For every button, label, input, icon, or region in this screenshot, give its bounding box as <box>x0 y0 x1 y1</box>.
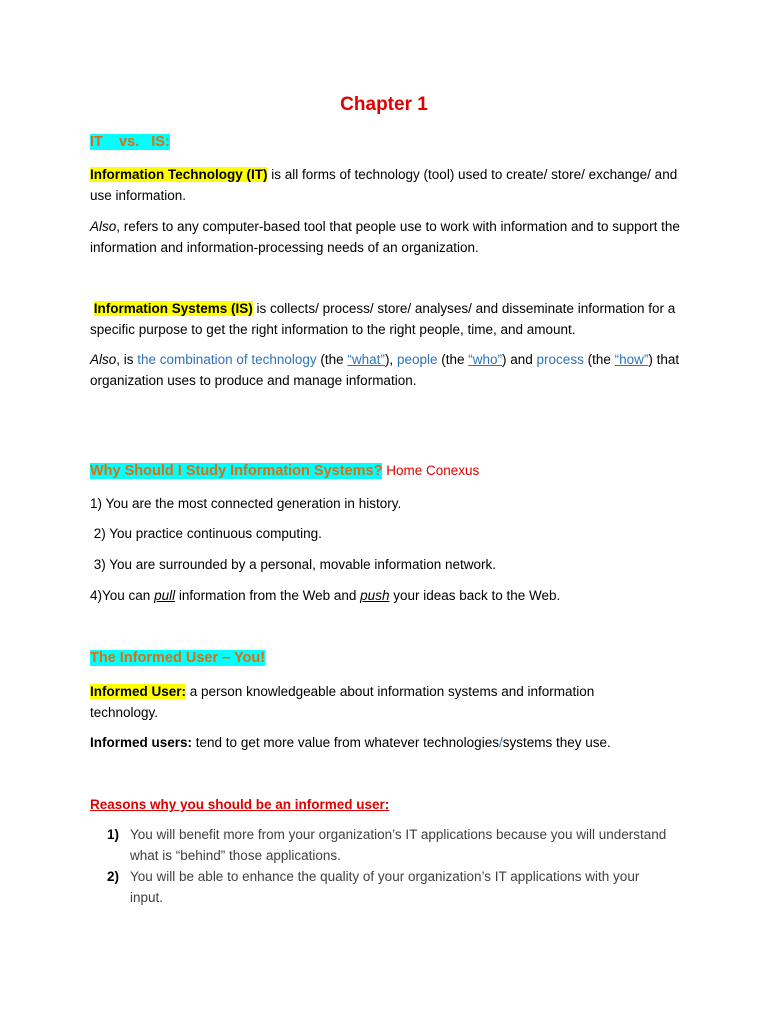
reasons-heading: Reasons why you should be an informed user: <box>90 797 390 812</box>
informed-users-paragraph <box>90 732 690 753</box>
it-definition-text: is all forms of technology (tool) used to create/ store/ exchange/ and use information. <box>90 167 678 203</box>
reasons-heading-line <box>90 794 690 815</box>
reason-item-4 <box>90 585 690 606</box>
list-item-text: You will be able to enhance the quality of your organization’s IT applications with your input. <box>130 869 640 905</box>
reason-item-2: 2) You practice continuous computing. <box>90 526 322 541</box>
section-heading-text: IT vs. IS: <box>90 134 170 150</box>
reason-item-3: 3) You are surrounded by a personal, movable information network. <box>90 557 496 572</box>
section-heading-it-vs-is <box>90 132 690 153</box>
informed-users-text-b: systems they use. <box>502 735 611 750</box>
combination-of-technology-text: the combination of technology <box>137 352 317 367</box>
text-the: (the <box>437 352 469 367</box>
informed-user-definition <box>90 681 650 723</box>
people-text: people <box>396 352 438 367</box>
informed-users-term: Informed users: <box>90 735 193 750</box>
list-number: 2) <box>107 869 120 884</box>
what-link[interactable]: “what” <box>347 352 385 367</box>
also-word: Also <box>90 352 117 367</box>
process-text: process <box>536 352 584 367</box>
informed-user-heading-line <box>90 648 690 669</box>
item4-suffix: your ideas back to the Web. <box>389 588 561 603</box>
is-also-prefix: , is <box>116 352 138 367</box>
it-definition-paragraph <box>90 164 690 206</box>
push-word: push <box>360 588 390 603</box>
text-separator: ), <box>384 352 397 367</box>
list-number: 1) <box>107 827 120 842</box>
source-label: Home Conexus <box>386 463 480 478</box>
informed-user-definition-text: a person knowledgeable about information systems and information technology. <box>90 684 595 720</box>
is-also-paragraph <box>90 349 690 391</box>
informed-user-term: Informed User: <box>90 684 187 699</box>
who-link[interactable]: “who” <box>468 352 503 367</box>
why-study-heading: Why Should I Study Information Systems? <box>90 463 383 479</box>
is-definition-paragraph <box>90 298 680 340</box>
how-link[interactable]: “how” <box>614 352 649 367</box>
informed-users-text-a: tend to get more value from whatever technologies <box>192 735 499 750</box>
is-term: Information Systems (IS) <box>93 301 253 316</box>
text-the: (the <box>583 352 615 367</box>
it-also-text: , refers to any computer-based tool that people use to work with information and to support the information and information-processing needs of an organization. <box>90 219 680 255</box>
informed-user-heading: The Informed User – You! <box>90 650 266 666</box>
also-word: Also <box>90 219 117 234</box>
reason-item-1: 1) You are the most connected generation in history. <box>90 496 402 511</box>
slash-separator: / <box>498 735 503 750</box>
list-item <box>90 866 670 908</box>
text-and: ) and <box>502 352 537 367</box>
list-item <box>90 824 670 866</box>
it-term: Information Technology (IT) <box>90 167 268 182</box>
is-also-suffix: ) that organization uses to produce and manage information. <box>90 352 680 388</box>
pull-word: pull <box>154 588 176 603</box>
chapter-title: Chapter 1 <box>340 94 428 115</box>
why-study-heading-line <box>90 460 690 482</box>
list-item-text: You will benefit more from your organization’s IT applications because you will understand what is “behind” those applications. <box>130 827 667 863</box>
item4-prefix: 4)You can <box>90 588 155 603</box>
text-the: (the <box>316 352 348 367</box>
is-definition-text: is collects/ process/ store/ analyses/ and disseminate information for a specific purpose to get the right information to the right people, time, and amount. <box>90 301 676 337</box>
item4-middle: information from the Web and <box>175 588 361 603</box>
it-also-paragraph <box>90 216 690 258</box>
